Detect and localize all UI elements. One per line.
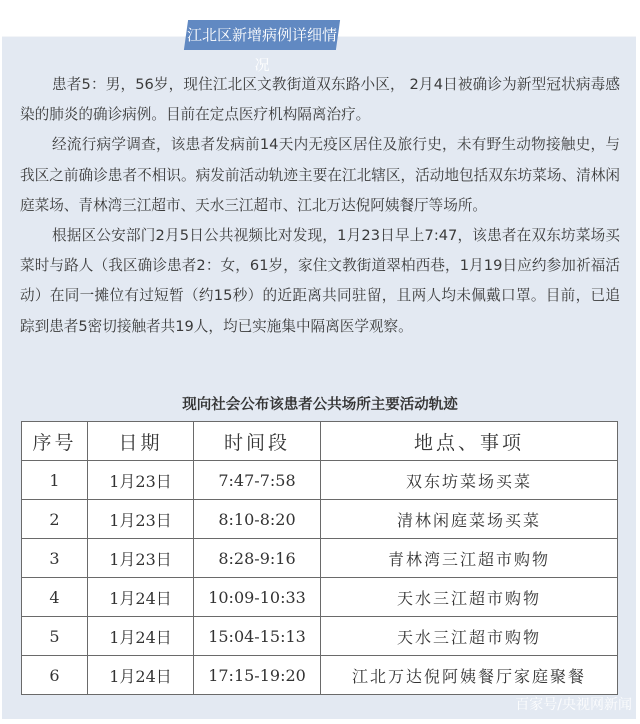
cell-time: 8:10-8:20	[194, 500, 321, 539]
activity-track-table	[21, 421, 618, 695]
column-header-place: 地点、事项	[321, 422, 618, 461]
cell-date: 1月23日	[88, 461, 194, 500]
page-title: 江北区新增病例详细情况	[186, 26, 337, 74]
paragraph-epidemiology: 经流行病学调查，该患者发病前14天内无疫区居住及旅行史，未有野生动物接触史，与我区之前确诊患者不相识。病发前活动轨迹主要在江北辖区，活动地包括双东坊菜场、清林闲庭菜场、青林湾三江超市、天水三江超市、江北万达倪阿姨餐厅等场所。	[20, 136, 620, 214]
cell-date: 1月24日	[88, 656, 194, 695]
cell-place: 江北万达倪阿姨餐厅家庭聚餐	[321, 656, 618, 695]
article-body	[20, 70, 620, 342]
column-header-index: 序号	[22, 422, 88, 461]
table-row	[22, 539, 618, 578]
table-row	[22, 461, 618, 500]
table-row	[22, 578, 618, 617]
paragraph-patient-info: 患者5：男，56岁，现住江北区文教街道双东路小区， 2月4日被确诊为新型冠状病毒感染的肺炎的确诊病例。目前在定点医疗机构隔离治疗。	[20, 76, 620, 124]
cell-index: 5	[22, 617, 88, 656]
watermark: 百家号/央视网新闻	[515, 697, 632, 713]
table-row	[22, 617, 618, 656]
cell-time: 7:47-7:58	[194, 461, 321, 500]
cell-date: 1月23日	[88, 539, 194, 578]
cell-date: 1月24日	[88, 578, 194, 617]
column-header-time: 时间段	[194, 422, 321, 461]
cell-index: 1	[22, 461, 88, 500]
cell-index: 2	[22, 500, 88, 539]
cell-place: 青林湾三江超市购物	[321, 539, 618, 578]
cell-time: 17:15-19:20	[194, 656, 321, 695]
cell-time: 8:28-9:16	[194, 539, 321, 578]
cell-date: 1月23日	[88, 500, 194, 539]
table-row	[22, 656, 618, 695]
table-row	[22, 500, 618, 539]
table-caption: 现向社会公布该患者公共场所主要活动轨迹	[182, 397, 458, 413]
cell-place: 清林闲庭菜场买菜	[321, 500, 618, 539]
cell-date: 1月24日	[88, 617, 194, 656]
cell-index: 4	[22, 578, 88, 617]
column-header-date: 日期	[88, 422, 194, 461]
cell-time: 15:04-15:13	[194, 617, 321, 656]
cell-place: 天水三江超市购物	[321, 617, 618, 656]
cell-index: 3	[22, 539, 88, 578]
cell-place: 双东坊菜场买菜	[321, 461, 618, 500]
cell-place: 天水三江超市购物	[321, 578, 618, 617]
cell-time: 10:09-10:33	[194, 578, 321, 617]
paragraph-contact-tracing: 根据区公安部门2月5日公共视频比对发现，1月23日早上7:47，该患者在双东坊菜场买菜时与路人（我区确诊患者2：女，61岁，家住文教街道翠柏西巷，1月19日应约参加祈福活动）在同一摊位有过短暂（约15秒）的近距离共同驻留，且两人均未佩戴口罩。目前，已追踪到患者5密切接触者共19人，均已实施集中隔离医学观察。	[20, 227, 620, 335]
table-header-row	[22, 422, 618, 461]
cell-index: 6	[22, 656, 88, 695]
